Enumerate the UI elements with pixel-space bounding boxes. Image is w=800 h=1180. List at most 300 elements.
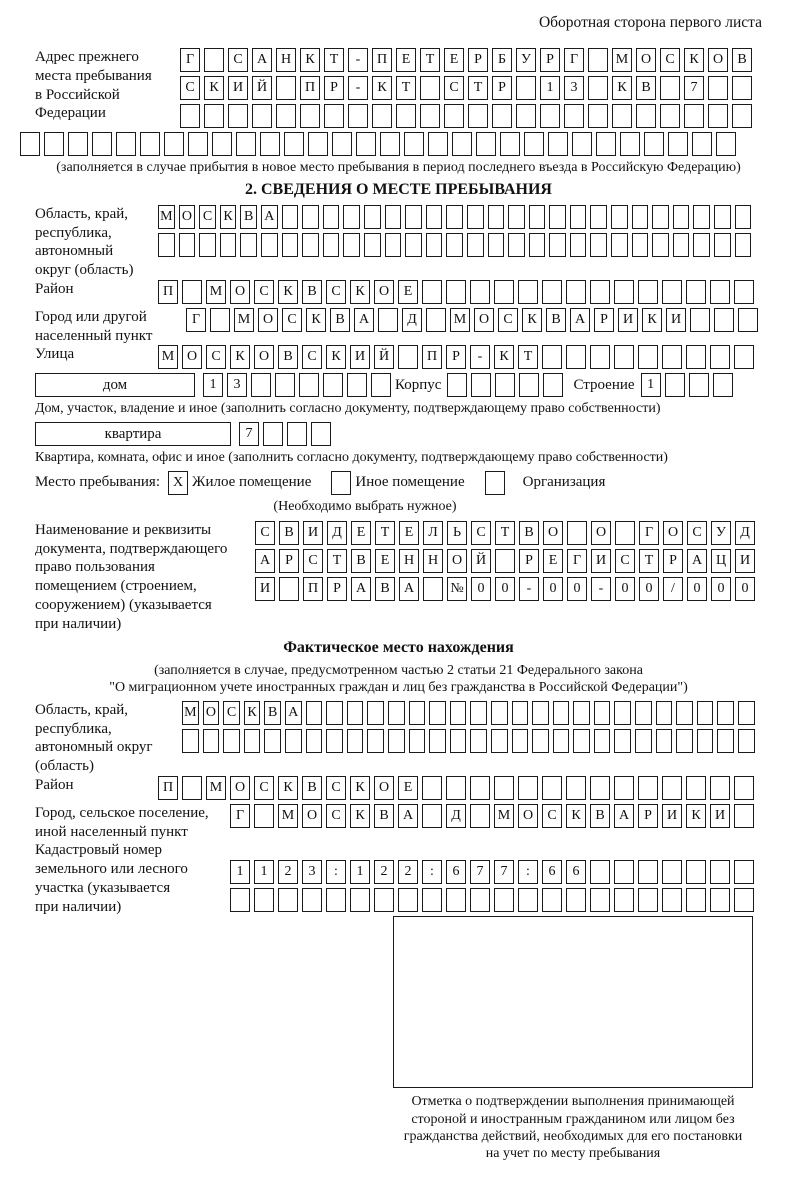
- prev-address-cell[interactable]: П: [300, 76, 320, 100]
- actual-region-cell[interactable]: [594, 729, 611, 753]
- prev-address-cell[interactable]: Т: [324, 48, 344, 72]
- region-cell[interactable]: [385, 205, 402, 229]
- prev-address-cell[interactable]: О: [708, 48, 728, 72]
- street-cell[interactable]: В: [278, 345, 298, 369]
- actual-region-cell[interactable]: К: [244, 701, 261, 725]
- actual-district-cell[interactable]: С: [254, 776, 274, 800]
- prev-address-cell[interactable]: [204, 104, 224, 128]
- region-cell[interactable]: [343, 233, 360, 257]
- cadastral-cell[interactable]: [686, 888, 706, 912]
- document-cell[interactable]: В: [519, 521, 539, 545]
- document-cell[interactable]: 0: [567, 577, 587, 601]
- actual-region-cell[interactable]: [347, 701, 364, 725]
- prev-address-cell[interactable]: [708, 76, 728, 100]
- korpus-cell[interactable]: [543, 373, 563, 397]
- prev-address-cell[interactable]: П: [372, 48, 392, 72]
- region-cell[interactable]: [282, 233, 299, 257]
- prev-address-cell[interactable]: [236, 132, 256, 156]
- house-cell[interactable]: [323, 373, 343, 397]
- actual-region-cell[interactable]: [656, 701, 673, 725]
- prev-address-cell[interactable]: [732, 76, 752, 100]
- document-cell[interactable]: Д: [327, 521, 347, 545]
- document-cell[interactable]: Е: [375, 549, 395, 573]
- actual-region-cell[interactable]: [409, 701, 426, 725]
- region-cell[interactable]: [323, 205, 340, 229]
- prev-address-cell[interactable]: -: [348, 48, 368, 72]
- actual-region-cell[interactable]: [491, 729, 508, 753]
- actual-city-cell[interactable]: В: [590, 804, 610, 828]
- cadastral-cell[interactable]: [254, 888, 274, 912]
- cadastral-cell[interactable]: [710, 888, 730, 912]
- actual-region-cell[interactable]: [223, 729, 240, 753]
- actual-district-cell[interactable]: С: [326, 776, 346, 800]
- street-cell[interactable]: [590, 345, 610, 369]
- prev-address-cell[interactable]: [716, 132, 736, 156]
- region-cell[interactable]: [302, 205, 319, 229]
- actual-region-cell[interactable]: [264, 729, 281, 753]
- actual-region-cell[interactable]: О: [203, 701, 220, 725]
- prev-address-cell[interactable]: [396, 104, 416, 128]
- cadastral-cell[interactable]: [734, 888, 754, 912]
- document-cell[interactable]: С: [687, 521, 707, 545]
- document-cell[interactable]: С: [303, 549, 323, 573]
- document-cell[interactable]: О: [663, 521, 683, 545]
- actual-region-cell[interactable]: [738, 701, 755, 725]
- document-cell[interactable]: [615, 521, 635, 545]
- prev-address-cell[interactable]: [572, 132, 592, 156]
- actual-city-cell[interactable]: К: [566, 804, 586, 828]
- prev-address-cell[interactable]: М: [612, 48, 632, 72]
- cadastral-cell[interactable]: [278, 888, 298, 912]
- house-cell[interactable]: [299, 373, 319, 397]
- city-cell[interactable]: [690, 308, 710, 332]
- prev-address-cell[interactable]: Т: [396, 76, 416, 100]
- prev-address-cell[interactable]: [228, 104, 248, 128]
- region-cell[interactable]: [652, 233, 669, 257]
- district-cell[interactable]: [710, 280, 730, 304]
- cadastral-cell[interactable]: :: [422, 860, 442, 884]
- city-cell[interactable]: К: [306, 308, 326, 332]
- prev-address-cell[interactable]: [356, 132, 376, 156]
- district-cell[interactable]: С: [254, 280, 274, 304]
- document-cell[interactable]: Р: [327, 577, 347, 601]
- region-cell[interactable]: С: [199, 205, 216, 229]
- street-cell[interactable]: [710, 345, 730, 369]
- region-cell[interactable]: [240, 233, 257, 257]
- region-cell[interactable]: [570, 205, 587, 229]
- region-cell[interactable]: [632, 205, 649, 229]
- region-cell[interactable]: [385, 233, 402, 257]
- actual-region-cell[interactable]: [573, 729, 590, 753]
- actual-district-cell[interactable]: [566, 776, 586, 800]
- street-cell[interactable]: Й: [374, 345, 394, 369]
- actual-region-cell[interactable]: [553, 729, 570, 753]
- document-cell[interactable]: О: [543, 521, 563, 545]
- region-cell[interactable]: [426, 205, 443, 229]
- prev-address-cell[interactable]: -: [348, 76, 368, 100]
- region-cell[interactable]: [220, 233, 237, 257]
- actual-region-cell[interactable]: [594, 701, 611, 725]
- document-cell[interactable]: Е: [351, 521, 371, 545]
- prev-address-cell[interactable]: [44, 132, 64, 156]
- actual-district-cell[interactable]: М: [206, 776, 226, 800]
- actual-city-cell[interactable]: А: [614, 804, 634, 828]
- actual-region-cell[interactable]: С: [223, 701, 240, 725]
- prev-address-cell[interactable]: Б: [492, 48, 512, 72]
- region-cell[interactable]: [673, 205, 690, 229]
- cadastral-cell[interactable]: [614, 888, 634, 912]
- actual-region-cell[interactable]: [676, 701, 693, 725]
- house-cell[interactable]: [347, 373, 367, 397]
- stroenie-cell[interactable]: [665, 373, 685, 397]
- actual-city-cell[interactable]: Г: [230, 804, 250, 828]
- street-cell[interactable]: [638, 345, 658, 369]
- prev-address-cell[interactable]: [444, 104, 464, 128]
- cadastral-cell[interactable]: 6: [542, 860, 562, 884]
- prev-address-cell[interactable]: [588, 76, 608, 100]
- prev-address-cell[interactable]: А: [252, 48, 272, 72]
- street-cell[interactable]: Р: [446, 345, 466, 369]
- actual-region-cell[interactable]: В: [264, 701, 281, 725]
- city-cell[interactable]: Д: [402, 308, 422, 332]
- cadastral-cell[interactable]: [662, 860, 682, 884]
- actual-region-cell[interactable]: [450, 701, 467, 725]
- street-cell[interactable]: [686, 345, 706, 369]
- stroenie-cell[interactable]: [689, 373, 709, 397]
- actual-district-cell[interactable]: [614, 776, 634, 800]
- actual-district-cell[interactable]: [686, 776, 706, 800]
- prev-address-cell[interactable]: С: [228, 48, 248, 72]
- prev-address-cell[interactable]: И: [228, 76, 248, 100]
- district-cell[interactable]: [566, 280, 586, 304]
- prev-address-cell[interactable]: [92, 132, 112, 156]
- actual-region-cell[interactable]: [306, 701, 323, 725]
- prev-address-cell[interactable]: [380, 132, 400, 156]
- stroenie-cell[interactable]: 1: [641, 373, 661, 397]
- cadastral-cell[interactable]: [470, 888, 490, 912]
- region-cell[interactable]: К: [220, 205, 237, 229]
- cadastral-cell[interactable]: [590, 888, 610, 912]
- region-cell[interactable]: [590, 233, 607, 257]
- cadastral-cell[interactable]: 2: [374, 860, 394, 884]
- document-cell[interactable]: Н: [399, 549, 419, 573]
- actual-district-cell[interactable]: В: [302, 776, 322, 800]
- document-cell[interactable]: [567, 521, 587, 545]
- prev-address-cell[interactable]: 1: [540, 76, 560, 100]
- document-cell[interactable]: [279, 577, 299, 601]
- prev-address-cell[interactable]: [612, 104, 632, 128]
- prev-address-cell[interactable]: Р: [468, 48, 488, 72]
- document-cell[interactable]: 0: [639, 577, 659, 601]
- cadastral-cell[interactable]: [518, 888, 538, 912]
- prev-address-cell[interactable]: [260, 132, 280, 156]
- street-cell[interactable]: О: [182, 345, 202, 369]
- actual-region-cell[interactable]: [388, 701, 405, 725]
- prev-address-cell[interactable]: [692, 132, 712, 156]
- region-cell[interactable]: [735, 233, 752, 257]
- cadastral-cell[interactable]: [494, 888, 514, 912]
- actual-district-cell[interactable]: [638, 776, 658, 800]
- prev-address-cell[interactable]: 3: [564, 76, 584, 100]
- actual-district-cell[interactable]: [422, 776, 442, 800]
- region-cell[interactable]: [158, 233, 175, 257]
- cadastral-cell[interactable]: 1: [350, 860, 370, 884]
- region-cell[interactable]: [405, 205, 422, 229]
- document-cell[interactable]: П: [303, 577, 323, 601]
- actual-region-cell[interactable]: [203, 729, 220, 753]
- city-cell[interactable]: Р: [594, 308, 614, 332]
- city-cell[interactable]: О: [258, 308, 278, 332]
- actual-region-cell[interactable]: [717, 701, 734, 725]
- district-cell[interactable]: [518, 280, 538, 304]
- prev-address-cell[interactable]: [348, 104, 368, 128]
- cadastral-cell[interactable]: [710, 860, 730, 884]
- cadastral-cell[interactable]: [422, 888, 442, 912]
- document-cell[interactable]: Г: [639, 521, 659, 545]
- cadastral-cell[interactable]: 6: [446, 860, 466, 884]
- cadastral-cell[interactable]: [398, 888, 418, 912]
- prev-address-cell[interactable]: Е: [444, 48, 464, 72]
- city-cell[interactable]: М: [234, 308, 254, 332]
- city-cell[interactable]: С: [282, 308, 302, 332]
- street-cell[interactable]: [398, 345, 418, 369]
- region-cell[interactable]: В: [240, 205, 257, 229]
- actual-region-cell[interactable]: [429, 701, 446, 725]
- city-cell[interactable]: [714, 308, 734, 332]
- document-cell[interactable]: В: [279, 521, 299, 545]
- district-cell[interactable]: О: [230, 280, 250, 304]
- document-cell[interactable]: С: [471, 521, 491, 545]
- prev-address-cell[interactable]: О: [636, 48, 656, 72]
- prev-address-cell[interactable]: [620, 132, 640, 156]
- cadastral-cell[interactable]: [662, 888, 682, 912]
- cadastral-cell[interactable]: 6: [566, 860, 586, 884]
- prev-address-cell[interactable]: С: [660, 48, 680, 72]
- prev-address-cell[interactable]: [140, 132, 160, 156]
- actual-region-cell[interactable]: [409, 729, 426, 753]
- apartment-cell[interactable]: 7: [239, 422, 259, 446]
- district-cell[interactable]: О: [374, 280, 394, 304]
- street-cell[interactable]: М: [158, 345, 178, 369]
- actual-city-cell[interactable]: [422, 804, 442, 828]
- actual-region-cell[interactable]: [326, 701, 343, 725]
- cadastral-cell[interactable]: [590, 860, 610, 884]
- prev-address-cell[interactable]: [324, 104, 344, 128]
- document-cell[interactable]: И: [255, 577, 275, 601]
- actual-district-cell[interactable]: Е: [398, 776, 418, 800]
- prev-address-cell[interactable]: [596, 132, 616, 156]
- actual-region-cell[interactable]: [717, 729, 734, 753]
- actual-region-cell[interactable]: [512, 729, 529, 753]
- district-cell[interactable]: [182, 280, 202, 304]
- prev-address-cell[interactable]: [500, 132, 520, 156]
- prev-address-cell[interactable]: Е: [396, 48, 416, 72]
- cadastral-cell[interactable]: :: [326, 860, 346, 884]
- document-cell[interactable]: -: [591, 577, 611, 601]
- korpus-cell[interactable]: [471, 373, 491, 397]
- cadastral-cell[interactable]: [326, 888, 346, 912]
- street-cell[interactable]: П: [422, 345, 442, 369]
- korpus-cell[interactable]: [495, 373, 515, 397]
- street-cell[interactable]: -: [470, 345, 490, 369]
- actual-city-cell[interactable]: М: [494, 804, 514, 828]
- street-cell[interactable]: О: [254, 345, 274, 369]
- cadastral-cell[interactable]: [542, 888, 562, 912]
- actual-district-cell[interactable]: [470, 776, 490, 800]
- cadastral-cell[interactable]: [638, 888, 658, 912]
- actual-city-cell[interactable]: В: [374, 804, 394, 828]
- document-cell[interactable]: 0: [471, 577, 491, 601]
- prev-address-cell[interactable]: [276, 76, 296, 100]
- house-cell[interactable]: [371, 373, 391, 397]
- document-cell[interactable]: [495, 549, 515, 573]
- actual-city-cell[interactable]: М: [278, 804, 298, 828]
- street-cell[interactable]: К: [230, 345, 250, 369]
- district-cell[interactable]: П: [158, 280, 178, 304]
- city-cell[interactable]: [210, 308, 230, 332]
- district-cell[interactable]: [494, 280, 514, 304]
- prev-address-cell[interactable]: Р: [492, 76, 512, 100]
- actual-region-cell[interactable]: [697, 701, 714, 725]
- prev-address-cell[interactable]: [180, 104, 200, 128]
- prev-address-cell[interactable]: Г: [564, 48, 584, 72]
- cadastral-cell[interactable]: 7: [494, 860, 514, 884]
- cadastral-cell[interactable]: [686, 860, 706, 884]
- prev-address-cell[interactable]: [308, 132, 328, 156]
- actual-region-cell[interactable]: [614, 729, 631, 753]
- actual-region-cell[interactable]: [676, 729, 693, 753]
- prev-address-cell[interactable]: [284, 132, 304, 156]
- prev-address-cell[interactable]: [300, 104, 320, 128]
- prev-address-cell[interactable]: Н: [276, 48, 296, 72]
- stroenie-cell[interactable]: [713, 373, 733, 397]
- document-cell[interactable]: Е: [543, 549, 563, 573]
- prev-address-cell[interactable]: [428, 132, 448, 156]
- actual-region-cell[interactable]: [182, 729, 199, 753]
- actual-region-cell[interactable]: [635, 701, 652, 725]
- district-cell[interactable]: В: [302, 280, 322, 304]
- house-cell[interactable]: [251, 373, 271, 397]
- city-cell[interactable]: В: [330, 308, 350, 332]
- actual-region-cell[interactable]: [697, 729, 714, 753]
- prev-address-cell[interactable]: [516, 76, 536, 100]
- prev-address-cell[interactable]: [548, 132, 568, 156]
- document-cell[interactable]: [423, 577, 443, 601]
- actual-region-cell[interactable]: [635, 729, 652, 753]
- document-cell[interactable]: Р: [663, 549, 683, 573]
- prev-address-cell[interactable]: [588, 48, 608, 72]
- region-cell[interactable]: [652, 205, 669, 229]
- cadastral-cell[interactable]: 3: [302, 860, 322, 884]
- prev-address-cell[interactable]: [420, 104, 440, 128]
- region-cell[interactable]: [282, 205, 299, 229]
- actual-district-cell[interactable]: [662, 776, 682, 800]
- cadastral-cell[interactable]: :: [518, 860, 538, 884]
- city-cell[interactable]: И: [666, 308, 686, 332]
- actual-region-cell[interactable]: [347, 729, 364, 753]
- actual-city-cell[interactable]: [254, 804, 274, 828]
- document-cell[interactable]: А: [351, 577, 371, 601]
- document-cell[interactable]: С: [615, 549, 635, 573]
- document-cell[interactable]: 0: [543, 577, 563, 601]
- document-cell[interactable]: О: [447, 549, 467, 573]
- city-cell[interactable]: И: [618, 308, 638, 332]
- region-cell[interactable]: О: [179, 205, 196, 229]
- prev-address-cell[interactable]: [732, 104, 752, 128]
- region-cell[interactable]: М: [158, 205, 175, 229]
- street-cell[interactable]: К: [494, 345, 514, 369]
- cadastral-cell[interactable]: [566, 888, 586, 912]
- prev-address-cell[interactable]: Й: [252, 76, 272, 100]
- prev-address-cell[interactable]: Г: [180, 48, 200, 72]
- prev-address-cell[interactable]: В: [732, 48, 752, 72]
- city-cell[interactable]: [426, 308, 446, 332]
- prev-address-cell[interactable]: Т: [468, 76, 488, 100]
- document-cell[interactable]: И: [735, 549, 755, 573]
- document-cell[interactable]: С: [255, 521, 275, 545]
- house-cell[interactable]: 1: [203, 373, 223, 397]
- apartment-cell[interactable]: [311, 422, 331, 446]
- prev-address-cell[interactable]: К: [612, 76, 632, 100]
- prev-address-cell[interactable]: К: [372, 76, 392, 100]
- actual-region-cell[interactable]: [614, 701, 631, 725]
- region-cell[interactable]: [426, 233, 443, 257]
- region-cell[interactable]: [693, 205, 710, 229]
- district-cell[interactable]: Е: [398, 280, 418, 304]
- organization-checkbox[interactable]: [485, 471, 505, 495]
- document-cell[interactable]: 0: [615, 577, 635, 601]
- prev-address-cell[interactable]: [372, 104, 392, 128]
- region-cell[interactable]: [549, 233, 566, 257]
- street-cell[interactable]: И: [350, 345, 370, 369]
- actual-district-cell[interactable]: П: [158, 776, 178, 800]
- actual-region-cell[interactable]: [491, 701, 508, 725]
- street-cell[interactable]: К: [326, 345, 346, 369]
- region-cell[interactable]: [488, 205, 505, 229]
- region-cell[interactable]: [611, 205, 628, 229]
- house-cell[interactable]: [275, 373, 295, 397]
- actual-district-cell[interactable]: [734, 776, 754, 800]
- region-cell[interactable]: [590, 205, 607, 229]
- cadastral-cell[interactable]: [614, 860, 634, 884]
- document-cell[interactable]: В: [351, 549, 371, 573]
- prev-address-cell[interactable]: Р: [540, 48, 560, 72]
- actual-region-cell[interactable]: [285, 729, 302, 753]
- actual-city-cell[interactable]: К: [686, 804, 706, 828]
- region-cell[interactable]: [364, 233, 381, 257]
- prev-address-cell[interactable]: [252, 104, 272, 128]
- document-cell[interactable]: О: [591, 521, 611, 545]
- actual-region-cell[interactable]: [532, 701, 549, 725]
- actual-district-cell[interactable]: [542, 776, 562, 800]
- cadastral-cell[interactable]: 7: [470, 860, 490, 884]
- document-cell[interactable]: Р: [279, 549, 299, 573]
- document-cell[interactable]: И: [591, 549, 611, 573]
- other-premises-checkbox[interactable]: [331, 471, 351, 495]
- prev-address-cell[interactable]: [332, 132, 352, 156]
- actual-region-cell[interactable]: [429, 729, 446, 753]
- document-cell[interactable]: А: [255, 549, 275, 573]
- actual-region-cell[interactable]: [738, 729, 755, 753]
- prev-address-cell[interactable]: [668, 132, 688, 156]
- document-cell[interactable]: Т: [495, 521, 515, 545]
- region-cell[interactable]: [179, 233, 196, 257]
- city-cell[interactable]: О: [474, 308, 494, 332]
- actual-district-cell[interactable]: [710, 776, 730, 800]
- cadastral-cell[interactable]: [302, 888, 322, 912]
- apartment-cell[interactable]: [263, 422, 283, 446]
- region-cell[interactable]: [446, 233, 463, 257]
